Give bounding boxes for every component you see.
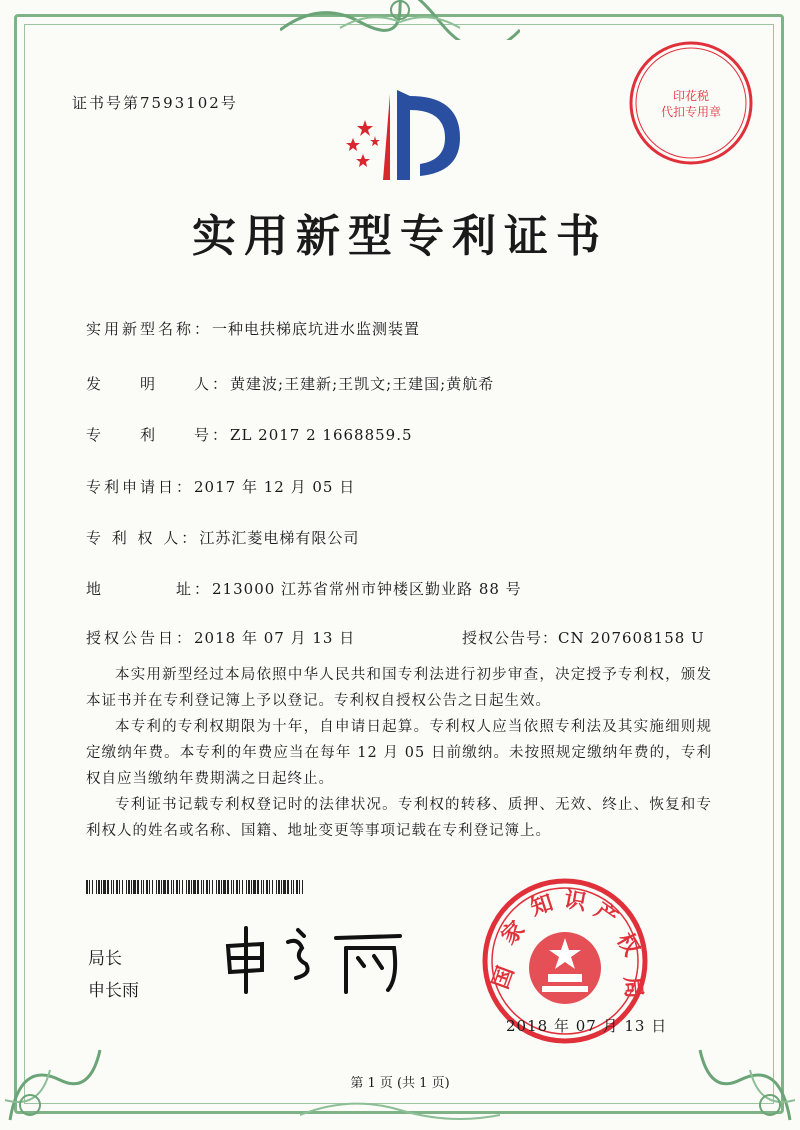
- patent-number-label: 专 利 号：: [86, 426, 231, 444]
- patent-owner-row: [86, 527, 359, 548]
- utility-name-value: 一种电扶梯底坑进水监测装置: [212, 320, 421, 338]
- patent-number-row: [86, 424, 413, 445]
- svg-text:国: 国: [488, 963, 520, 993]
- patent-office-logo: [335, 80, 475, 190]
- certificate-body: [86, 662, 712, 844]
- page-footer: 第 1 页 (共 1 页): [350, 1076, 450, 1091]
- body-paragraph: 本实用新型经过本局依照中华人民共和国专利法进行初步审查，决定授予专利权，颁发本证书并在专利登记簿上予以登记。专利权自授权公告之日起生效。: [86, 667, 712, 709]
- address-label: 地 址：: [86, 580, 213, 598]
- top-ornament: [280, 0, 520, 40]
- tax-stamp-seal: [626, 38, 756, 168]
- body-paragraph: 专利证书记载专利权登记时的法律状况。专利权的转移、质押、无效、终止、恢复和专利权人的姓名或名称、国籍、地址变更等事项记载在专利登记簿上。: [86, 797, 712, 839]
- application-date-row: [86, 476, 355, 497]
- director-title: 局长: [88, 949, 122, 969]
- svg-text:权: 权: [611, 928, 644, 961]
- publication-number-row: [462, 627, 705, 648]
- patent-number-value: ZL 2017 2 1668859.5: [230, 426, 413, 444]
- publication-date-row: [86, 627, 355, 648]
- seal-date: 2018 年 07 月 13 日: [506, 1017, 668, 1035]
- director-name: 申长雨: [88, 981, 139, 1001]
- director-signature: [218, 918, 418, 998]
- barcode: [86, 880, 306, 894]
- svg-text:产: 产: [589, 898, 622, 932]
- inventor-value: 黄建波;王建新;王凯文;王建国;黄航希: [230, 375, 495, 393]
- certificate-title: 实用新型专利证书: [192, 211, 608, 262]
- patent-owner-label: 专 利 权 人：: [86, 529, 200, 547]
- svg-text:家: 家: [496, 916, 531, 951]
- application-date-value: 2017 年 12 月 05 日: [194, 478, 356, 496]
- publication-date-label: 授权公告日：: [86, 629, 195, 647]
- utility-name-row: [86, 318, 420, 339]
- patent-owner-value: 江苏汇菱电梯有限公司: [199, 529, 360, 547]
- inventor-label: 发 明 人：: [86, 375, 231, 393]
- address-value: 213000 江苏省常州市钟楼区勤业路 88 号: [212, 580, 522, 598]
- inventor-row: [86, 373, 494, 394]
- svg-text:识: 识: [562, 887, 589, 916]
- publication-date-value: 2018 年 07 月 13 日: [194, 629, 356, 647]
- address-row: [86, 578, 522, 599]
- bottom-center-ornament: [300, 1095, 500, 1125]
- svg-text:代扣专用章: 代扣专用章: [660, 105, 722, 119]
- application-date-label: 专利申请日：: [86, 478, 195, 496]
- utility-name-label: 实用新型名称：: [86, 320, 213, 338]
- svg-text:知: 知: [527, 890, 557, 922]
- publication-number-value: CN 207608158 U: [558, 629, 705, 647]
- certificate-number: 证书号第7593102号: [72, 94, 238, 112]
- svg-text:局: 局: [619, 975, 646, 1000]
- publication-number-label: 授权公告号：: [462, 629, 559, 647]
- body-paragraph: 本专利的专利权期限为十年，自申请日起算。专利权人应当依照专利法及其实施细则规定缴纳年费。本专利的年费应当在每年 12 月 05 日前缴纳。未按照规定缴纳年费的，专利权自应当缴纳年费期满之日起终止。: [86, 719, 712, 787]
- svg-text:印花税: 印花税: [672, 89, 710, 103]
